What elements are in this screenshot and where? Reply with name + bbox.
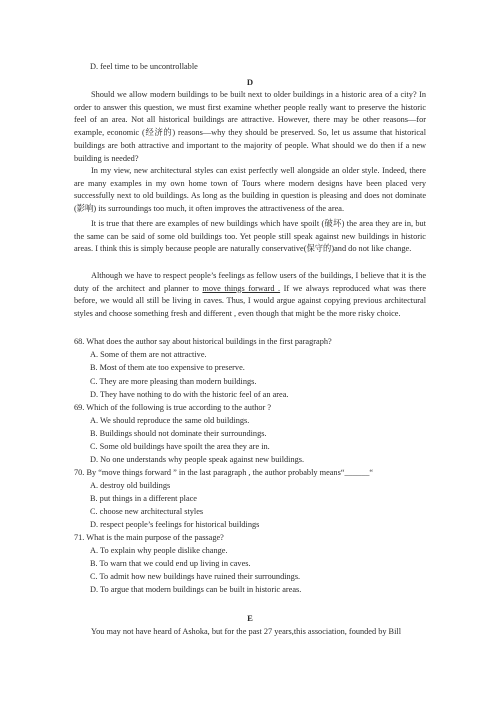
section-e-paragraph-1: You may not have heard of Ashoka, but for the past 27 years,this association, founded by Bill (91, 627, 402, 636)
paragraph-4-text-after: If we always reproduced what was there before, we would all still be living in caves. Thus, I would argue against copying previous architectural styles and choose something fresh and different , even though that might be the more risky choice. (74, 283, 427, 319)
question-71-option-b: B. To warn that we could end up living in caves. (90, 559, 251, 568)
question-68-option-c: C. They are more pleasing than modern buildings. (90, 377, 257, 386)
question-68-stem: 68. What does the author say about historical buildings in the first paragraph? (74, 337, 332, 346)
previous-option-d: D. feel time to be uncontrollable (90, 62, 198, 71)
question-71-stem: 71. What is the main purpose of the passage? (74, 533, 224, 542)
question-70-stem: 70. By “move things forward ” in the last paragraph , the author probably means“______“ (74, 468, 374, 477)
section-d-paragraph-2: In my view, new architectural styles can exist perfectly well alongside an older style. Indeed, there are many examples in my own home town of Tours where modern designs have been placed very successfully next to old buildings. As long as the building in question is pleasing and does not dominate (影响) its surroundings too much, it often improves the attractiveness of the area. (74, 166, 426, 214)
section-d-paragraph-4 (74, 270, 426, 321)
section-d-paragraph-3: It is true that there are examples of new buildings which have spoilt (破坏) the area they are in, but the same can be said of some old buildings too. Yet people still speak against new buildings in historic areas. I think this is simply because people are naturally conservative(保守的)and do not like change. (74, 219, 426, 254)
question-70-option-a: A. destroy old buildings (90, 481, 171, 490)
section-d-heading: D (246, 77, 254, 87)
question-69-stem: 69. Which of the following is true according to the author ? (74, 403, 272, 412)
question-68-option-a: A. Some of them are not attractive. (90, 350, 207, 359)
question-71-option-c: C. To admit how new buildings have ruined their surroundings. (90, 572, 301, 581)
paragraph-4-text-before: Although we have to respect people’s feelings as fellow users of the buildings, I believe that it is the duty of the architect and planner to (74, 271, 426, 293)
underlined-phrase: move things forward . (202, 283, 281, 293)
question-71-option-d: D. To argue that modern buildings can be built in historic areas. (90, 585, 302, 594)
question-70-option-c: C. choose new architectural styles (90, 507, 204, 516)
question-69-option-d: D. No one understands why people speak against new buildings. (90, 455, 305, 464)
question-68-option-d: D. They have nothing to do with the historic feel of an area. (90, 390, 289, 399)
question-70-option-b: B. put things in a different place (90, 494, 197, 503)
question-69-option-b: B. Buildings should not dominate their surroundings. (90, 429, 267, 438)
section-d-paragraph-1: Should we allow modern buildings to be built next to older buildings in a historic area of a city? In order to answer this question, we must first examine whether people really want to preserve the historic feel of an area. Not all historical buildings are attractive. However, there may be other reasons—for example, economic (经济的) reasons—why they should be preserved. So, let us assume that historical buildings are both attractive and important to the majority of people. What should we do then if a new building is needed? (74, 90, 426, 163)
question-69-option-c: C. Some old buildings have spoilt the area they are in. (90, 442, 270, 451)
section-e-heading: E (247, 613, 253, 623)
question-71-option-a: A. To explain why people dislike change. (90, 546, 228, 555)
question-68-option-b: B. Most of them ate too expensive to preserve. (90, 363, 245, 372)
question-70-option-d: D. respect people’s feelings for historical buildings (90, 520, 260, 529)
question-69-option-a: A. We should reproduce the same old buildings. (90, 416, 250, 425)
